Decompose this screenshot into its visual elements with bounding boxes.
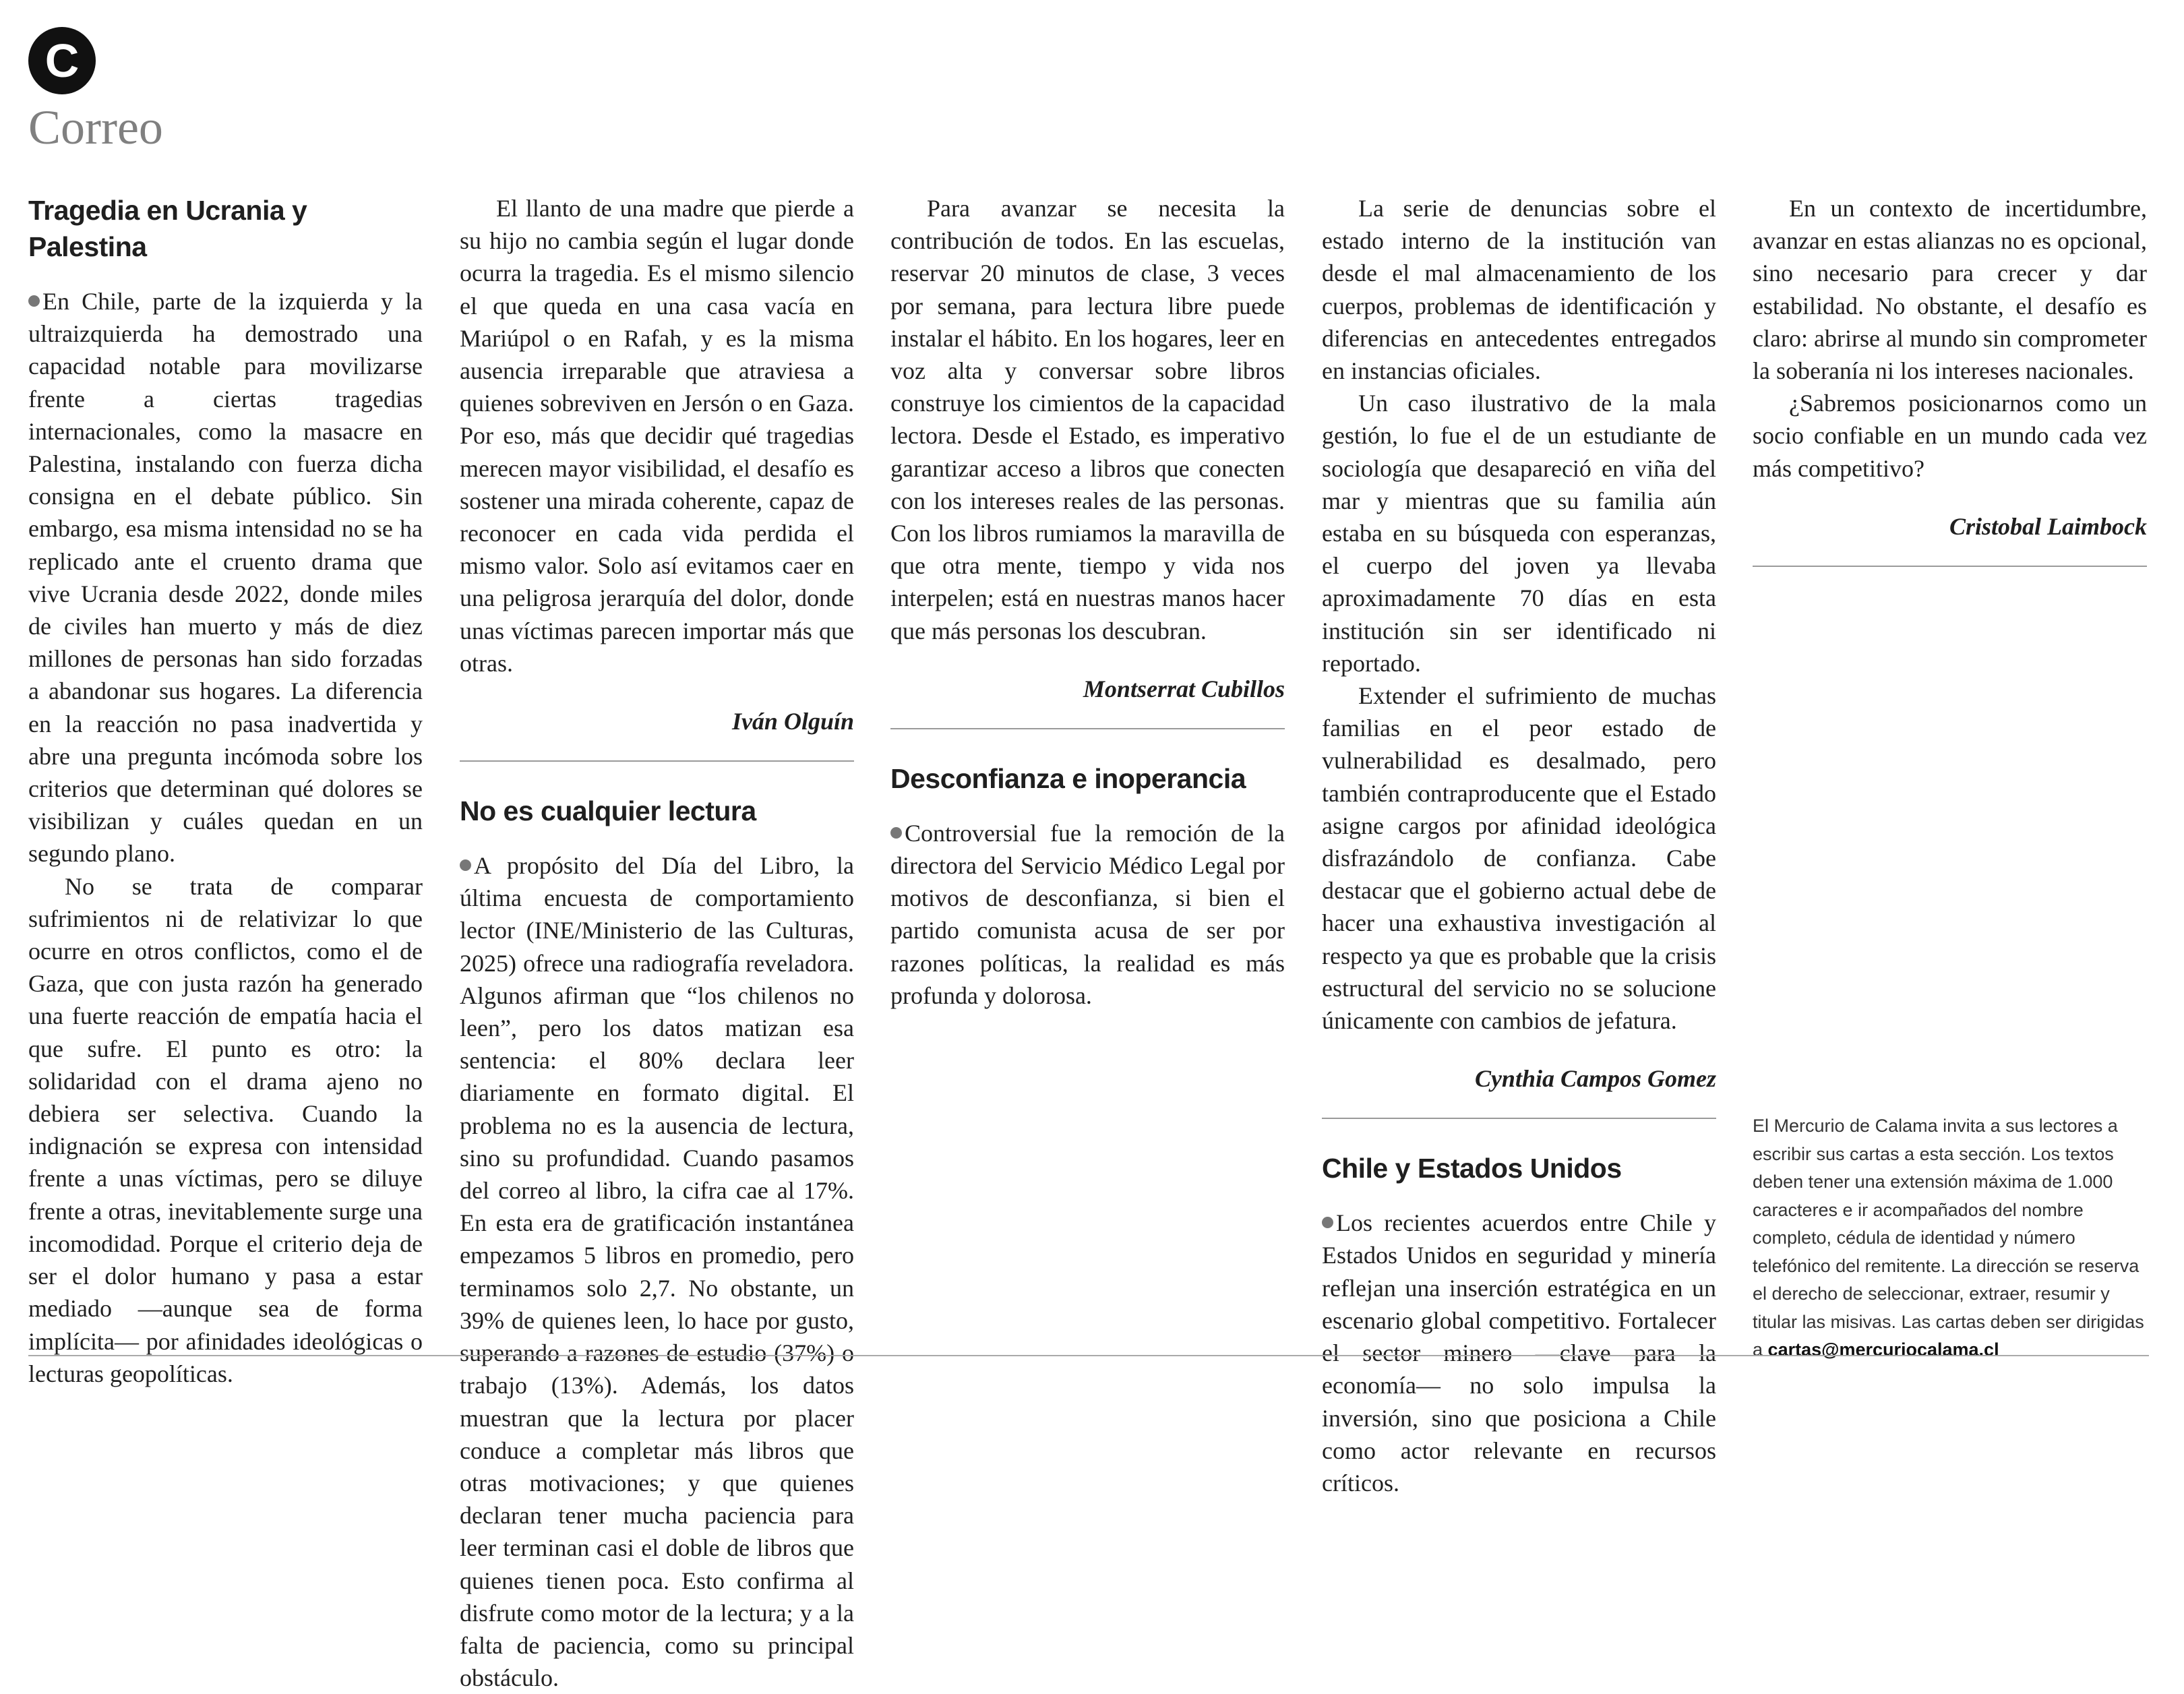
letter-4-paragraph: ¿Sabremos posicionarnos como un socio confiable en un mundo cada vez más competitivo? <box>1753 390 2147 482</box>
letter-4-headline: Chile y Estados Unidos <box>1322 1153 1622 1184</box>
bullet-icon <box>1322 1217 1333 1228</box>
column-3 <box>890 192 1285 1012</box>
section-badge: C <box>28 27 96 94</box>
editor-note-text: El Mercurio de Calama invita a sus lectores a escribir sus cartas a esta sección. Los textos deben tener una extensión máxima de 1.000 caracteres e ir acompañados del nombre completo, cédula de identidad y número telefónico del remitente. La dirección se reserva el derecho de seleccionar, extraer, resumir y titular las misivas. Las cartas deben ser dirigidas a <box>1753 1116 2144 1360</box>
bullet-icon <box>460 859 471 871</box>
letter-3-author: Cynthia Campos Gomez <box>1474 1065 1716 1093</box>
column-1 <box>28 192 423 1390</box>
divider <box>1753 566 2147 567</box>
divider <box>460 760 854 762</box>
bullet-icon <box>28 295 40 307</box>
section-title: Correo <box>28 100 163 154</box>
letter-1-paragraph: El llanto de una madre que pierde a su hijo no cambia según el lugar donde ocurra la tragedia. Es el mismo silencio el que queda en una casa vacía en Mariúpol o en Rafah, y es la misma ausencia irreparable que atraviesa a quienes sobreviven en Jersón o en Gaza. Por eso, más que decidir qué tragedias merecen mayor visibilidad, el desafío es sostener una mirada coherente, capaz de reconocer en cada vida perdida el mismo valor. Solo así evitamos caer en una peligrosa jerarquía del dolor, donde unas víctimas parecen importar más que otras. <box>460 195 854 677</box>
editor-note <box>1753 1112 2147 1364</box>
bullet-icon <box>890 827 902 839</box>
column-4 <box>1322 192 1716 1499</box>
letter-1-author: Iván Olguín <box>731 708 854 735</box>
letter-2-paragraph: A propósito del Día del Libro, la última encuesta de comportamiento lector (INE/Ministerio de las Culturas, 2025) ofrece una radiografía reveladora. Algunos afirman que “los chilenos no leen”, pero los datos matizan esa sentencia: el 80% declara leer diariamente en formato digital. El problema no es la ausencia de lectura, sino su profundidad. Cuando pasamos del correo al libro, la cifra cae al 17%. En esta era de gratificación instantánea empezamos 5 libros en promedio, pero terminamos solo 2,7. No obstante, un 39% de quienes leen, lo hace por gusto, superando a razones de estudio (37%) o trabajo (13%). Además, los datos muestran que la lectura por placer conduce a completar más libros que otras motivaciones; y que quienes declaran tener mucha paciencia para leer terminan casi el doble de libros que quienes tienen poca. Esto confirma al disfrute como motor de la lectura; y a la falta de paciencia, como su principal obstáculo. <box>460 852 854 1692</box>
divider <box>1322 1118 1716 1119</box>
divider <box>890 728 1285 729</box>
letter-3-headline: Desconfianza e inoperancia <box>890 762 1246 794</box>
letter-1-paragraph: En Chile, parte de la izquierda y la ultraizquierda ha demostrado una capacidad notable para movilizarse frente a ciertas tragedias internacionales, como la masacre en Palestina, instalando con fuerza dicha consigna en el debate público. Sin embargo, esa misma intensidad no se ha replicado ante el cruento drama que vive Ucrania desde 2022, donde miles de civiles han muerto y más de diez millones de personas han sido forzadas a abandonar sus hogares. La diferencia en la reacción no pasa inadvertida y abre una pregunta incómoda sobre los criterios que determinan qué dolores se visibilizan y cuáles quedan en un segundo plano. <box>28 288 423 868</box>
letter-4-paragraph: Los recientes acuerdos entre Chile y Estados Unidos en seguridad y minería reflejan una inserción estratégica en un escenario global competitivo. Fortalecer el sector minero —clave para la economía— no solo impulsa la inversión, sino que posiciona a Chile como actor relevante en recursos críticos. <box>1322 1209 1716 1496</box>
letter-3-paragraph: Extender el sufrimiento de muchas familias en el peor estado de vulnerabilidad es desalmado, pero también contraproducente que el Estado asigne cargos por afinidad ideológica disfrazándolo de confianza. Cabe destacar que el gobierno actual debe de hacer una exhaustiva investigación al respecto ya que es probable que la crisis estructural del servicio no se solucione únicamente con cambios de jefatura. <box>1322 682 1716 1035</box>
editor-note-email[interactable]: cartas@mercuriocalama.cl <box>1767 1339 1999 1360</box>
column-2 <box>460 192 854 1694</box>
letter-2-author: Montserrat Cubillos <box>1083 675 1285 702</box>
letter-2-headline: No es cualquier lectura <box>460 795 756 827</box>
letter-3-paragraph: La serie de denuncias sobre el estado interno de la institución van desde el mal almacenamiento de los cuerpos, problemas de identificación y diferencias en antecedentes entregados en instancias oficiales. <box>1322 195 1716 385</box>
column-5 <box>1753 192 2147 598</box>
letter-2-paragraph: Para avanzar se necesita la contribución de todos. En las escuelas, reservar 20 minutos de clase, 3 veces por semana, para lectura libre puede instalar el hábito. En los hogares, leer en voz alta y conversar sobre libros construye los cimientos de la capacidad lectora. Desde el Estado, es imperativo garantizar acceso a libros que conecten con los intereses reales de las personas. Con los libros rumiamos la maravilla de que otra mente, tiempo y vida nos interpelen; está en nuestras manos hacer que más personas los descubran. <box>890 195 1285 644</box>
letter-3-paragraph: Controversial fue la remoción de la directora del Servicio Médico Legal por motivos de desconfianza, si bien el partido comunista acusa de ser por razones políticas, la realidad es más profunda y dolorosa. <box>890 819 1285 1009</box>
letter-3-paragraph: Un caso ilustrativo de la mala gestión, lo fue el de un estudiante de sociología que desapareció en viña del mar y mientras que su familia aún estaba en su búsqueda con esperanzas, el cuerpo del joven ya llevaba aproximadamente 70 días en esta institución sin ser identificado ni reportado. <box>1322 390 1716 677</box>
letter-1-paragraph: No se trata de comparar sufrimientos ni de relativizar lo que ocurre en otros conflictos, como el de Gaza, que con justa razón ha generado una fuerte reacción de empatía hacia el que sufre. El punto es otro: la solidaridad con el drama ajeno no debiera ser selectiva. Cuando la indignación se expresa con intensidad frente a unas víctimas, pero se diluye frente a otras, inevitablemente surge una incomodidad. Porque el criterio deja de ser el dolor humano y pasa a estar mediado —aunque sea de forma implícita— por afinidades ideológicas o lecturas geopolíticas. <box>28 872 423 1387</box>
bottom-rule <box>28 1355 2149 1356</box>
letter-4-author: Cristobal Laimbock <box>1949 512 2147 540</box>
letter-4-paragraph: En un contexto de incertidumbre, avanzar en estas alianzas no es opcional, sino necesario para crecer y dar estabilidad. No obstante, el desafío es claro: abrirse al mundo sin comprometer la soberanía ni los intereses nacionales. <box>1753 195 2147 385</box>
letter-1-headline: Tragedia en Ucrania y Palestina <box>28 195 307 262</box>
